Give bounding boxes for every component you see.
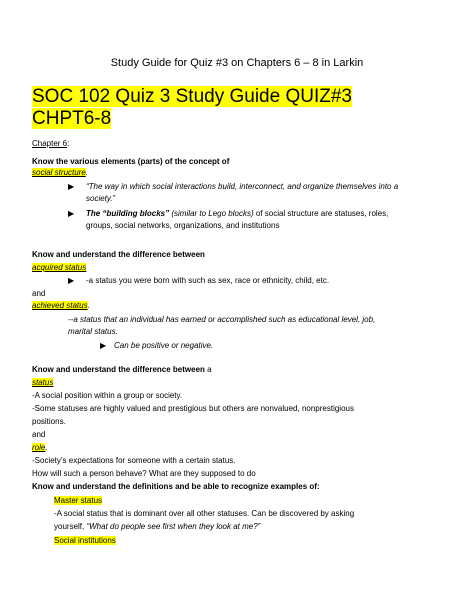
section-4-term-1: Master status — [54, 496, 103, 505]
section-1-bullet-2-line-1: The “building blocks” (similar to Lego blocks) of social structure are statuses, roles, — [86, 209, 389, 218]
section-2-term-1: acquired status — [32, 263, 87, 272]
chapter-label: Chapter 6: — [32, 139, 70, 148]
section-2-sub-bullet: Can be positive or negative. — [114, 341, 214, 350]
title-line-1: SOC 102 Quiz 3 Study Guide QUIZ#3 — [32, 86, 352, 107]
section-2-heading: Know and understand the difference between — [32, 250, 205, 259]
section-3-line-4: -Society’s expectations for someone with a certain status. — [32, 456, 236, 465]
section-3-line-1: -A social position within a group or society. — [32, 391, 183, 400]
section-4-line-1: -A social status that is dominant over all other statuses. Can be discovered by asking — [54, 509, 355, 518]
bullet-icon: ▶ — [68, 182, 75, 191]
section-3-line-5: How will such a person behave? What are they supposed to do — [32, 469, 256, 478]
section-3-line-3: positions. — [32, 417, 66, 426]
section-4-line-2: yourself, “What do people see first when they look at me?” — [54, 522, 261, 531]
section-1-term: social structure. — [32, 168, 89, 177]
section-1-heading: Know the various elements (parts) of the concept of — [32, 157, 230, 166]
section-2-and: and — [32, 289, 46, 298]
title-line-2: CHPT6-8 — [32, 108, 112, 129]
section-1-bullet-1-line-2: society.” — [86, 194, 116, 203]
section-3-and: and — [32, 430, 46, 439]
section-3-term-2: role. — [32, 443, 48, 452]
section-3-heading: Know and understand the difference between a — [32, 365, 212, 374]
section-4-term-2: Social institutions — [54, 536, 116, 545]
section-2-term-2: achieved status. — [32, 301, 90, 310]
section-3-term-1: status — [32, 378, 54, 387]
section-2-def-line-2: marital status. — [68, 327, 118, 336]
bullet-icon: ▶ — [68, 276, 75, 285]
bullet-icon: ▶ — [100, 341, 107, 350]
section-2-def-line-1: --a status that an individual has earned or accomplished such as educational level, job, — [68, 315, 376, 324]
section-1-bullet-1-line-1: “The way in which social interactions build, interconnect, and organize themselves into a — [86, 182, 399, 191]
page-header: Study Guide for Quiz #3 on Chapters 6 – 8 in Larkin — [110, 57, 364, 69]
section-2-bullet-1: -a status you were born with such as sex, race or ethnicity, child, etc. — [86, 276, 330, 285]
bullet-icon: ▶ — [68, 209, 75, 218]
section-1-bullet-2-line-2: groups, social networks, organizations, and institutions — [86, 221, 280, 230]
section-4-heading: Know and understand the definitions and be able to recognize examples of: — [32, 482, 320, 491]
section-3-line-2: -Some statuses are highly valued and prestigious but others are nonvalued, nonprestigious — [32, 404, 354, 413]
